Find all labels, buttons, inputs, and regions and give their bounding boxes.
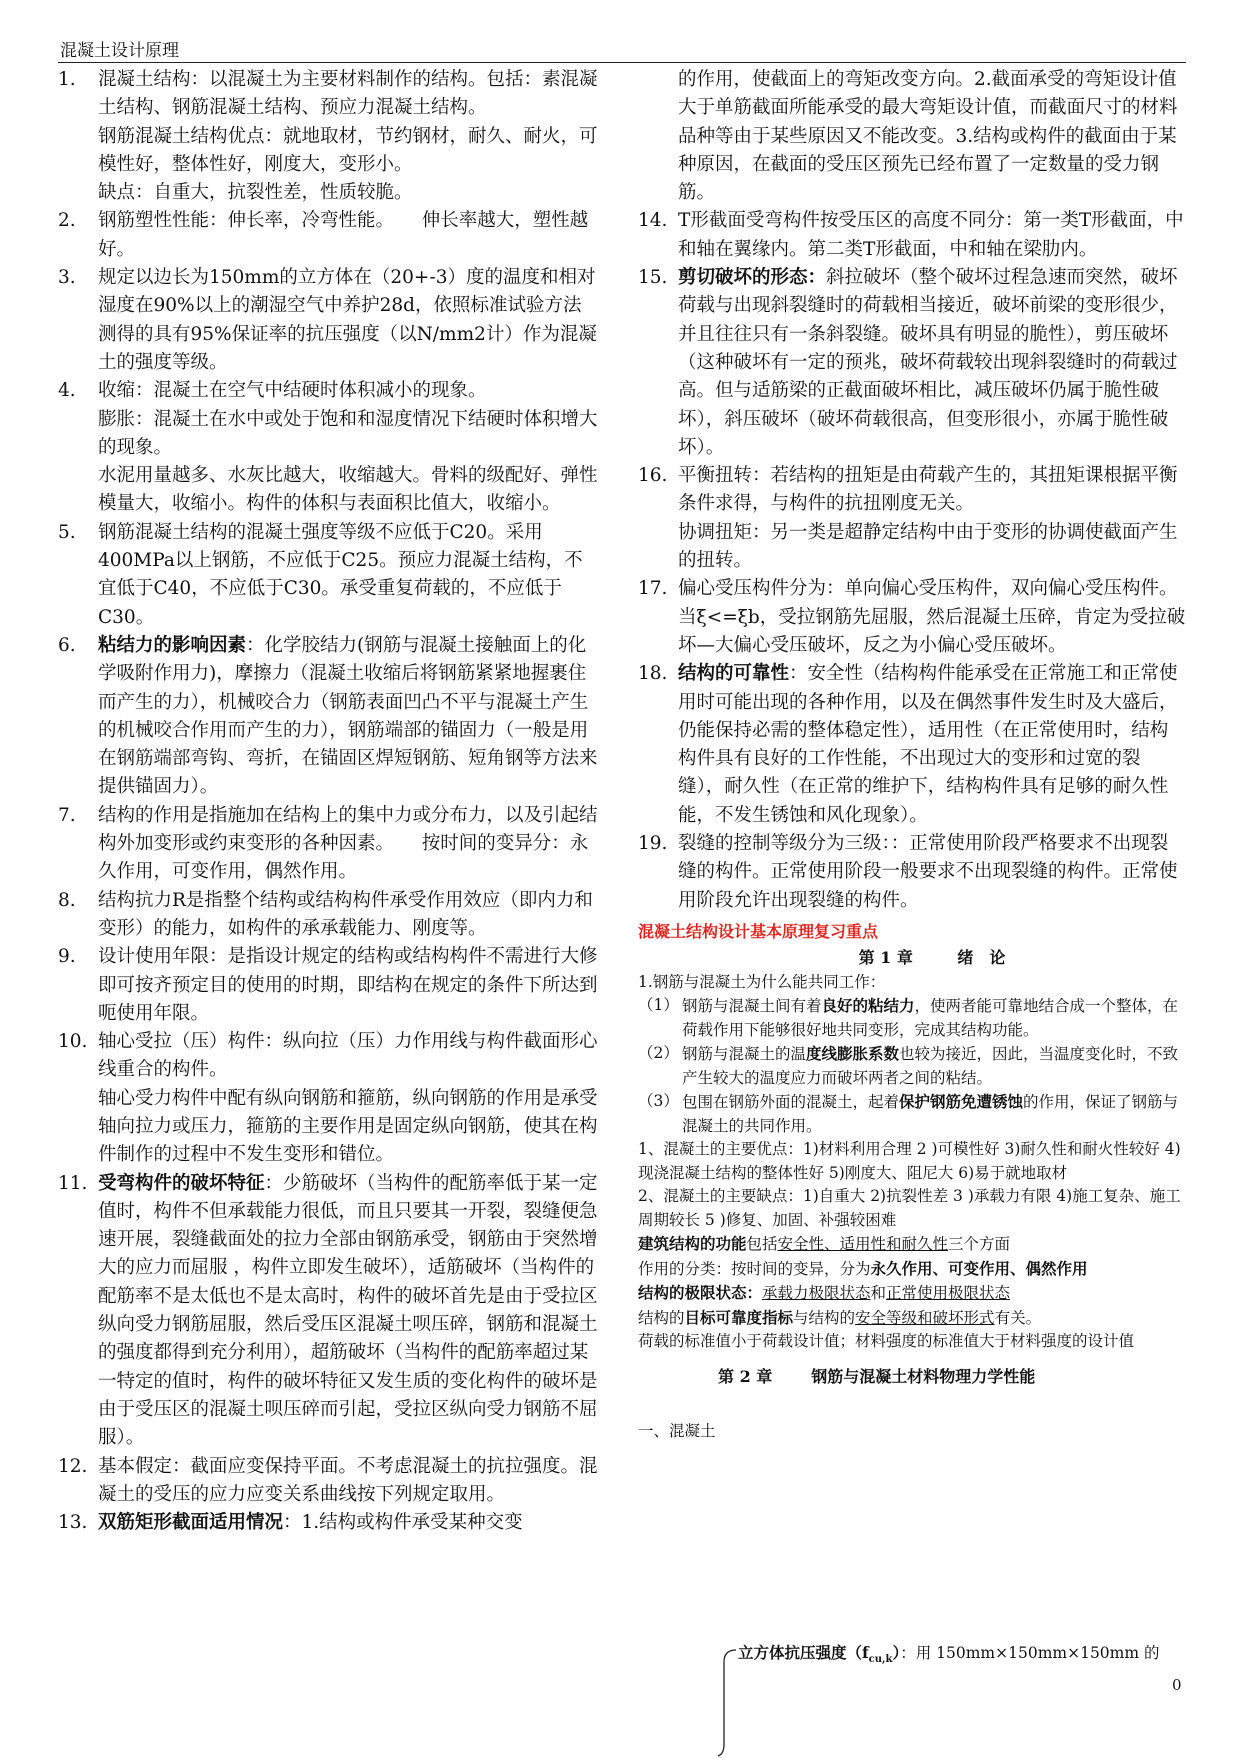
item-text: 双筋矩形截面适用情况：1.结构或构件承受某种交变 [98, 1512, 523, 1534]
item-number: 16. [638, 465, 668, 487]
right-column [638, 66, 1186, 1443]
question-1-point-3: （3） 包围在钢筋外面的混凝土，起着保护钢筋免遭锈蚀的作用，保证了钢筋与混凝土的共同作用。 [638, 1092, 1179, 1135]
left-item-1 [58, 66, 598, 207]
item-number: 1. [58, 69, 76, 90]
page-header: 混凝土设计原理 [60, 41, 179, 61]
page-number: 0 [1172, 1676, 1182, 1694]
item-number: 2. [58, 210, 76, 232]
left-item-6 [58, 632, 598, 802]
item-text: 当ξ<=ξb，受拉钢筋先屈服，然后混凝土压碎，肯定为受拉破坏—大偏心受压破坏，反之为小偏心受压破坏。 [678, 606, 1186, 656]
item-text: 结构的作用是指施加在结构上的集中力或分布力，以及引起结构外加变形或约束变形的各种因素。 按时间的变异分：永久作用，可变作用，偶然作用。 [98, 804, 598, 883]
item-number: 10. [58, 1031, 88, 1053]
item-text: 规定以边长为150mm的立方体在（20+-3）度的温度和相对湿度在90%以上的潮湿空气中养护28d，依照标准试验方法测得的具有95%保证率的抗压强度（以N/mm2计）作为混凝土的强度等级。 [98, 267, 597, 373]
item-text: 平衡扭转：若结构的扭矩是由荷载产生的，其扭矩课根据平衡条件求得，与构件的抗扭刚度无关。 [678, 465, 1178, 515]
left-item-11 [58, 1170, 598, 1453]
right-item-3 [638, 462, 1186, 575]
item-number: 14. [638, 210, 668, 232]
right-item-5 [638, 660, 1186, 830]
left-item-2 [58, 207, 598, 264]
item-bold-term: 结构的可靠性 [678, 663, 790, 685]
item-text: 膨胀：混凝土在水中或处于饱和和湿度情况下结硬时体积增大的现象。 [98, 408, 598, 458]
right-item-4 [638, 575, 1186, 660]
item-text: 基本假定：截面应变保持平面。不考虑混凝土的抗拉强度。混凝土的受压的应力应变关系曲线按下列规定取用。 [98, 1455, 598, 1505]
item-text: 剪切破坏的形态：斜拉破坏（整个破坏过程急速而突然，破坏荷载与出现斜裂缝时的荷载相当接近，破坏前梁的变形很少，并且往往只有一条斜裂缝。破坏具有明显的脆性），剪压破坏（这种破坏有一定的预兆，破坏荷载较出现斜裂缝时的荷载过高。但与适筋梁的正截面破坏相比，减压破坏仍属于脆性破坏），斜压破坏（破坏荷载很高，但变形很小，亦属于脆性破坏）。 [678, 267, 1178, 458]
item-text: 钢筋混凝土结构的混凝土强度等级不应低于C20。采用400MPa以上钢筋，不应低于C25。预应力混凝土结构，不宜低于C40，不应低于C30。承受重复荷载的，不应低于C30。 [98, 521, 583, 628]
question-1-point-2: （2） 钢筋与混凝土的温度线膨胀系数也较为接近，因此，当温度变化时，不致产生较大的温度应力而破坏两者之间的粘结。 [638, 1044, 1179, 1087]
item-text: 缺点：自重大，抗裂性差，性质较脆。 [98, 182, 413, 204]
left-item-8 [58, 887, 598, 944]
item-text: 结构抗力R是指整个结构或结构构件承受作用效应（即内力和变形）的能力，如构件的承承载能力、刚度等。 [98, 889, 593, 939]
item-text: 收缩：混凝土在空气中结硬时体积减小的现象。 [98, 380, 487, 402]
item-bold-term: 粘结力的影响因素 [98, 634, 247, 656]
item-number: 4. [58, 380, 76, 402]
action-classification: 作用的分类：按时间的变异，分为永久作用、可变作用、偶然作用 [638, 1258, 1088, 1278]
review-title: 混凝土结构设计基本原理复习重点 [638, 921, 879, 941]
left-column [58, 66, 598, 1537]
item-text: T形截面受弯构件按受压区的高度不同分：第一类T形截面，中和轴在翼缘内。第二类T形截面，中和轴在梁肋内。 [678, 210, 1184, 260]
item-number: 9. [58, 946, 76, 968]
item-number: 11. [58, 1172, 88, 1194]
item-text: 轴心受力构件中配有纵向钢筋和箍筋，纵向钢筋的作用是承受轴向拉力或压力，箍筋的主要作用是固定纵向钢筋，使其在构件制作的过程中不发生变形和错位。 [98, 1087, 598, 1166]
item-text: 轴心受拉（压）构件：纵向拉（压）力作用线与构件截面形心线重合的构件。 [98, 1031, 598, 1081]
item-text: 粘结力的影响因素：化学胶结力(钢筋与混凝土接触面上的化学吸附作用力)，摩擦力（混凝土收缩后将钢筋紧紧地握裹住而产生的力），机械咬合力（钢筋表面凹凸不平与混凝土产生的机械咬合作用而产生的力），钢筋端部的锚固力（一般是用在钢筋端部弯钩、弯折，在锚固区焊短钢筋、短角钢等方法来提供锚固力）。 [98, 634, 598, 798]
left-item-4 [58, 377, 598, 518]
item-number: 19. [638, 833, 668, 855]
item-text: 协调扭矩：另一类是超静定结构中由于变形的协调使截面产生的扭转。 [678, 521, 1178, 572]
left-item-12 [58, 1453, 598, 1510]
item-number: 6. [58, 634, 76, 656]
left-item-5 [58, 519, 598, 632]
header-rule [58, 62, 1186, 63]
item-number: 17. [638, 578, 668, 600]
left-item-9 [58, 943, 598, 1028]
item-number: 12. [58, 1455, 88, 1477]
concrete-advantages: 1、混凝土的主要优点：1)材料利用合理 2 )可模性好 3)耐久性和耐火性较好 4)现浇混凝土结构的整体性好 5)刚度大、阻尼大 6)易于就地取材 [638, 1140, 1181, 1182]
limit-states: 结构的极限状态：承载力极限状态和正常使用极限状态 [638, 1283, 1011, 1303]
item-text: 偏心受压构件分为：单向偏心受压构件，双向偏心受压构件。 [678, 578, 1178, 600]
left-item-10 [58, 1028, 598, 1169]
right-item-1 [638, 207, 1186, 264]
question-1-point-1: （1） 钢筋与混凝土间有着良好的粘结力，使两者能可靠地结合成一个整体，在荷载作用下能够很好地共同变形，完成其结构功能。 [638, 996, 1179, 1039]
item-number: 13. [58, 1512, 88, 1534]
question-1: 1.钢筋与混凝土为什么能共同工作： [638, 972, 886, 991]
item-bold-term: 剪切破坏的形态： [678, 267, 827, 289]
item-bold-term: 双筋矩形截面适用情况 [98, 1512, 284, 1534]
left-item-3 [58, 264, 598, 377]
brace-bracket [716, 1648, 740, 1758]
item-number: 5. [58, 521, 76, 543]
concrete-disadvantages: 2、混凝土的主要缺点：1)自重大 2)抗裂性差 3 )承载力有限 4)施工复杂、施工周期较长 5 )修复、加固、补强较困难 [638, 1187, 1181, 1229]
target-reliability: 结构的目标可靠度指标与结构的安全等级和破坏形式有关。 [638, 1307, 1042, 1327]
item-text: 钢筋混凝土结构优点：就地取材，节约钢材，耐久、耐火，可模性好，整体性好，刚度大，变形小。 [98, 125, 598, 175]
item-text: 水泥用量越多、水灰比越大，收缩越大。骨料的级配好、弹性模量大，收缩小。构件的体积与表面积比值大，收缩小。 [98, 465, 598, 515]
item-text: 设计使用年限：是指设计规定的结构或结构构件不需进行大修即可按齐预定目的使用的时期，即结构在规定的条件下所达到呃使用年限。 [98, 946, 598, 1024]
structure-function: 建筑结构的功能包括安全性、适用性和耐久性三个方面 [638, 1234, 1011, 1254]
item-number: 7. [58, 804, 76, 826]
item-number: 18. [638, 663, 668, 685]
item-number: 15. [638, 267, 668, 289]
item-text: 混凝土结构：以混凝土为主要材料制作的结构。包括：素混凝土结构、钢筋混凝土结构、预应力混凝土结构。 [98, 69, 598, 119]
chapter-2-heading: 第 2 章 钢筋与混凝土材料物理力学性能 [718, 1366, 1036, 1386]
item-text: 钢筋塑性性能：伸长率，冷弯性能。 伸长率越大，塑性越好。 [98, 210, 589, 260]
item-number: 8. [58, 889, 76, 911]
item-number: 3. [58, 267, 76, 289]
chapter-1-heading: 第 1 章 绪 论 [858, 947, 1006, 967]
left-item-7 [58, 802, 598, 887]
left-item-13 [58, 1509, 598, 1537]
cube-strength-definition: 立方体抗压强度$(f_{cu,k})$：用 150mm×150mm×150mm 的 [738, 1643, 1160, 1666]
standard-values: 荷载的标准值小于荷载设计值；材料强度的标准值大于材料强度的设计值 [638, 1332, 1135, 1351]
right-continuation: 的作用，使截面上的弯矩改变方向。2.截面承受的弯矩设计值大于单筋截面所能承受的最大弯矩设计值，而截面尺寸的材料品种等由于某些原因又不能改变。3.结构或构件的截面由于某种原因，在截面的受压区预先已经布置了一定数量的受力钢筋。 [678, 69, 1178, 204]
item-text: 结构的可靠性：安全性（结构构件能承受在正常施工和正常使用时可能出现的各种作用，以及在偶然事件发生时及大盛后，仍能保持必需的整体稳定性），适用性（在正常使用时，结构构件具有良好的工作性能，不出现过大的变形和过宽的裂缝），耐久性（在正常的维护下，结构构件具有足够的耐久性能，不发生锈蚀和风化现象）。 [678, 663, 1178, 826]
item-text: 裂缝的控制等级分为三级：：正常使用阶段严格要求不出现裂缝的构件。正常使用阶段一般要求不出现裂缝的构件。正常使用阶段允许出现裂缝的构件。 [678, 833, 1178, 911]
item-text: 受弯构件的破坏特征：少筋破坏（当构件的配筋率低于某一定值时，构件不但承载能力很低，而且只要其一开裂，裂缝便急速开展，裂缝截面处的拉力全部由钢筋承受，钢筋由于突然增大的应力而屈服 ，构件立即发生破坏），适筋破坏（当构件的配筋率不是太低也不是太高时，构件的破坏首先是由于受拉区纵向受力钢筋屈服，然后受压区混凝土呗压碎，钢筋和混凝土的强度都得到充分利用），超筋破坏（当构件的配筋率超过某一特定的值时，构件的破坏特征又发生质的变化构件的破坏是由于受压区的混凝土呗压碎而引起，受拉区纵向受力钢筋不屈服）。 [98, 1172, 598, 1449]
item-bold-term: 受弯构件的破坏特征 [98, 1172, 265, 1194]
right-item-6 [638, 830, 1186, 915]
section-concrete: 一、混凝土 [638, 1421, 716, 1440]
right-item-2 [638, 264, 1186, 462]
